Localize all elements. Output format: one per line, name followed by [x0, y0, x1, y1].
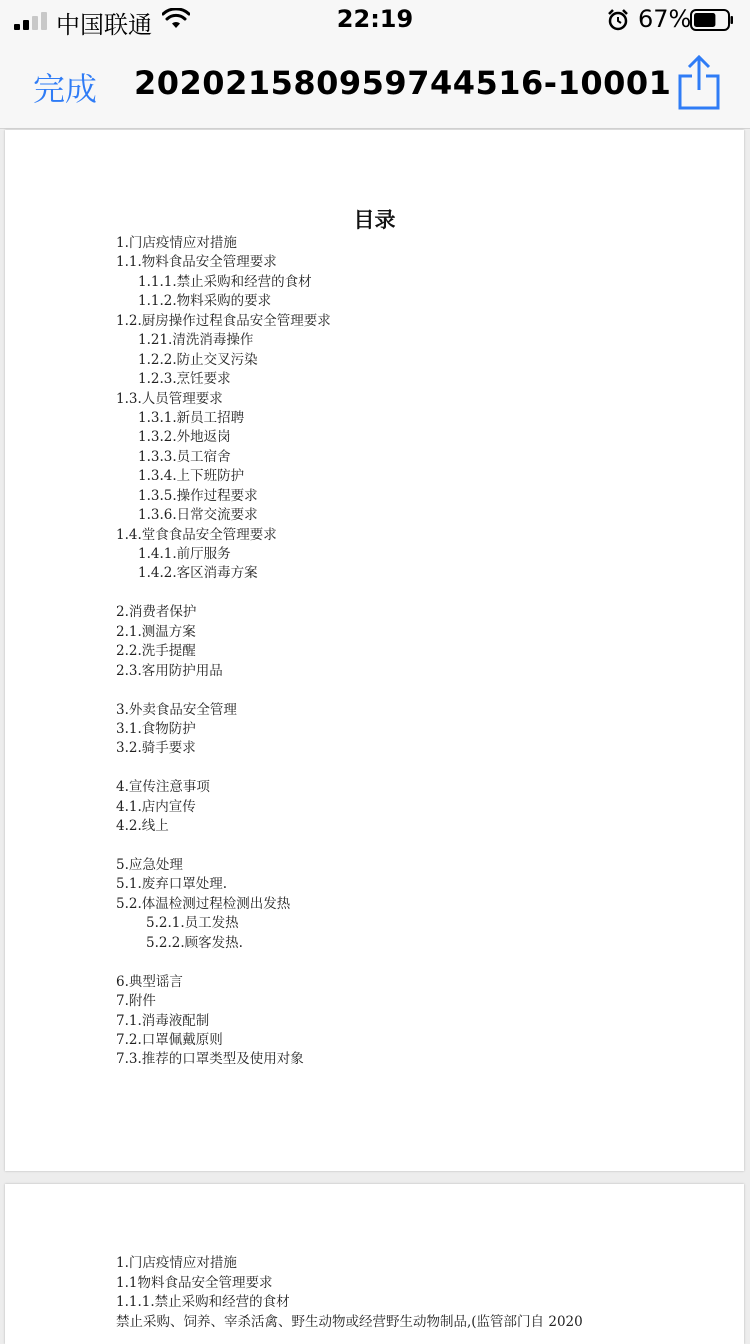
- top-bar: [0, 0, 750, 129]
- toc-item: 1.3.4.上下班防护: [138, 468, 245, 485]
- text-line: 禁止采购、饲养、宰杀活禽、野生动物或经营野生动物制品,(监管部门自 2020: [116, 1313, 583, 1330]
- toc-item: 3.外卖食品安全管理: [116, 701, 237, 718]
- battery-percent: 67%: [638, 5, 692, 33]
- toc-item: 1.1.2.物料采购的要求: [138, 293, 272, 310]
- toc-item: 3.2.骑手要求: [116, 740, 196, 757]
- document-page-1: [5, 130, 744, 1171]
- toc-item: 5.应急处理: [116, 857, 183, 873]
- document-title: 202021580959744516-10001: [134, 64, 672, 102]
- navigation-bar: [0, 40, 750, 128]
- text-line: 1.1.1.禁止采购和经营的食材: [116, 1294, 290, 1310]
- toc-item: 3.1.食物防护: [116, 720, 196, 737]
- toc-item: 1.4.堂食食品安全管理要求: [116, 526, 277, 543]
- text-line: 1.1物料食品安全管理要求: [116, 1274, 273, 1291]
- toc-spacer: [116, 681, 331, 700]
- toc-item: 1.1.物料食品安全管理要求: [116, 254, 277, 271]
- toc-item: 1.2.3.烹饪要求: [138, 371, 231, 388]
- share-icon[interactable]: [676, 54, 722, 112]
- toc-item: 2.2.洗手提醒: [116, 643, 196, 660]
- toc-heading: 目录: [353, 208, 396, 232]
- status-time: 22:19: [336, 5, 414, 33]
- alarm-icon: [606, 8, 630, 32]
- toc-item: 1.3.5.操作过程要求: [138, 487, 258, 504]
- toc-item: 1.2.厨房操作过程食品安全管理要求: [116, 312, 331, 329]
- toc-item: 7.1.消毒液配制: [116, 1012, 210, 1029]
- toc-item: 2.1.测温方案: [116, 623, 196, 640]
- status-bar: [0, 0, 750, 40]
- toc-item: 1.3.1.新员工招聘: [138, 409, 245, 426]
- toc-item: 1.4.1.前厅服务: [138, 546, 231, 562]
- toc-item: 5.1.废弃口罩处理.: [116, 876, 228, 893]
- document-page-2: [5, 1184, 744, 1344]
- toc-item: 5.2.1.员工发热: [146, 915, 239, 932]
- toc-item: 1.3.人员管理要求: [116, 390, 223, 407]
- toc-item: 4.1.店内宣传: [116, 798, 196, 815]
- toc-item: 7.3.推荐的口罩类型及使用对象: [116, 1051, 304, 1068]
- toc-item: 1.3.6.日常交流要求: [138, 507, 258, 524]
- carrier-name: 中国联通: [56, 11, 152, 39]
- toc-spacer: [116, 759, 331, 778]
- toc-item: 1.2.2.防止交叉污染: [138, 351, 258, 368]
- toc-item: 1.3.2.外地返岗: [138, 429, 231, 446]
- toc-item: 5.2.2.顾客发热.: [146, 934, 243, 951]
- toc-item: 2.3.客用防护用品: [116, 662, 223, 679]
- battery-icon: [690, 9, 734, 31]
- toc-spacer: [116, 953, 331, 972]
- done-button[interactable]: 完成: [33, 70, 98, 108]
- toc-item: 7.2.口罩佩戴原则: [116, 1031, 223, 1048]
- toc-item: 4.2.线上: [116, 818, 169, 835]
- toc-spacer: [116, 837, 331, 856]
- toc-item: 1.门店疫情应对措施: [116, 235, 237, 251]
- toc-item: 7.附件: [116, 993, 156, 1010]
- table-of-contents: [116, 234, 331, 1070]
- toc-item: 1.3.3.员工宿舍: [138, 448, 231, 465]
- toc-item: 2.消费者保护: [116, 604, 197, 621]
- toc-item: 5.2.体温检测过程检测出发热: [116, 895, 291, 912]
- toc-spacer: [116, 584, 331, 603]
- toc-item: 1.1.1.禁止采购和经营的食材: [138, 273, 312, 290]
- toc-item: 1.4.2.客区消毒方案: [138, 565, 258, 582]
- page-2-text: [116, 1254, 583, 1332]
- toc-item: 1.21.清洗消毒操作: [138, 332, 254, 349]
- text-line: 1.门店疫情应对措施: [116, 1255, 237, 1271]
- toc-item: 6.典型谣言: [116, 973, 183, 990]
- toc-item: 4.宣传注意事项: [116, 779, 210, 796]
